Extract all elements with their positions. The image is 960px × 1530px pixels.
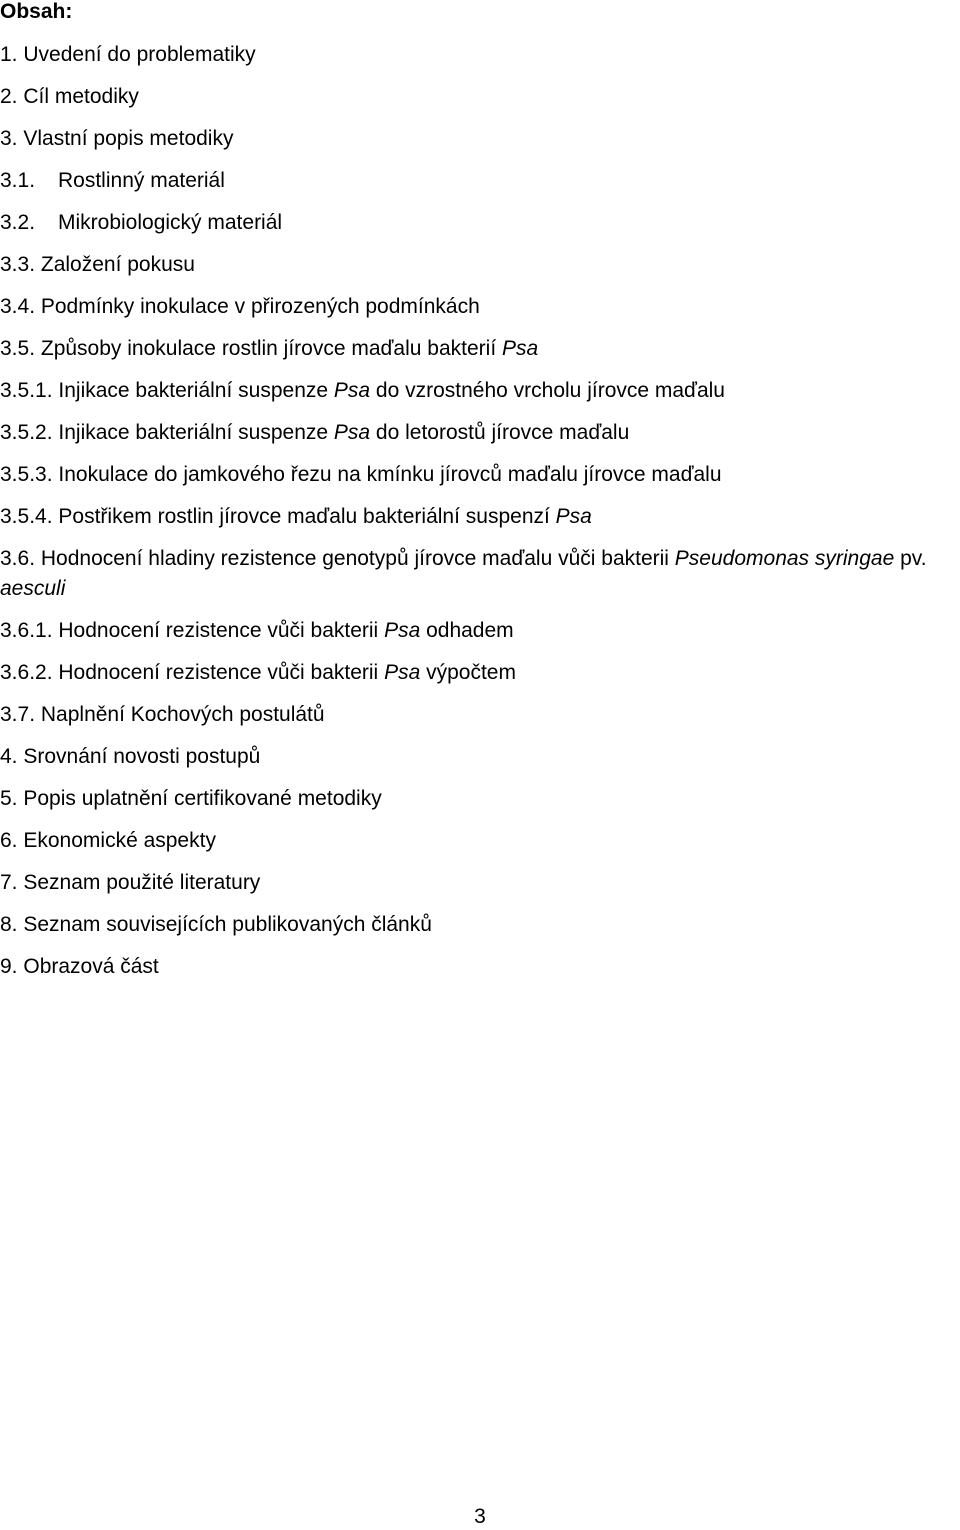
toc-item-italic: Pseudomonas syringae	[674, 547, 895, 570]
toc-item-italic: Psa	[555, 505, 592, 528]
toc-item-text: Injikace bakteriální suspenze	[58, 421, 334, 444]
toc-item-text: Injikace bakteriální suspenze	[58, 379, 334, 402]
toc-item-number: 3.5.	[0, 337, 36, 360]
toc-item-number: 6.	[0, 829, 18, 852]
toc-item-2[interactable]	[0, 82, 960, 112]
toc-item-italic-second: aesculi	[0, 577, 66, 600]
toc-item-3-6-2[interactable]	[0, 658, 960, 688]
toc-item-text: Hodnocení hladiny rezistence genotypů jírovce maďalu vůči bakterii	[40, 547, 675, 570]
toc-item-number: 3.1.	[0, 169, 36, 192]
toc-item-7[interactable]	[0, 868, 960, 898]
toc-item-1[interactable]	[0, 40, 960, 70]
toc-item-6[interactable]	[0, 826, 960, 856]
toc-item-3-4[interactable]	[0, 292, 960, 322]
toc-item-number: 3.5.1.	[0, 379, 53, 402]
toc-item-number: 3.5.2.	[0, 421, 53, 444]
toc-item-8[interactable]	[0, 910, 960, 940]
toc-item-number: 3.7.	[0, 703, 36, 726]
page-number: 3	[474, 1505, 486, 1528]
toc-item-3-5-3[interactable]	[0, 460, 960, 490]
toc-item-text: Naplnění Kochových postulátů	[40, 703, 325, 726]
toc-item-number: 3.6.1.	[0, 619, 53, 642]
toc-item-3-5-2[interactable]	[0, 418, 960, 448]
toc-item-text-after: pv.	[894, 547, 927, 570]
toc-item-3-2[interactable]	[0, 208, 960, 238]
toc-item-text: Uvedení do problematiky	[23, 43, 256, 66]
toc-item-3-5-1[interactable]	[0, 376, 960, 406]
toc-item-text: Založení pokusu	[40, 253, 195, 276]
toc-item-number: 3.6.	[0, 547, 36, 570]
toc-item-3-5[interactable]	[0, 334, 960, 364]
toc-item-text: Rostlinný materiál	[58, 169, 225, 192]
toc-item-text: Srovnání novosti postupů	[23, 745, 261, 768]
toc-item-3-1[interactable]	[0, 166, 960, 196]
toc-item-text: Způsoby inokulace rostlin jírovce maďalu bakterií	[40, 337, 502, 360]
toc-item-number: 3.2.	[0, 211, 36, 234]
toc-item-3[interactable]	[0, 124, 960, 154]
toc-item-number: 3.4.	[0, 295, 36, 318]
toc-item-3-6[interactable]	[0, 544, 960, 604]
toc-item-text: Cíl metodiky	[23, 85, 139, 108]
toc-item-text: Podmínky inokulace v přirozených podmínkách	[40, 295, 480, 318]
toc-item-number: 3.	[0, 127, 18, 150]
toc-item-italic: Psa	[384, 661, 421, 684]
toc-heading: Obsah:	[0, 0, 73, 23]
toc-item-italic: Psa	[384, 619, 421, 642]
toc-item-text: Postřikem rostlin jírovce maďalu bakteriální suspenzí	[58, 505, 556, 528]
toc-item-number: 3.5.4.	[0, 505, 53, 528]
toc-item-text-after: do letorostů jírovce maďalu	[370, 421, 630, 444]
toc-item-text: Seznam souvisejících publikovaných článků	[23, 913, 432, 936]
toc-item-text: Obrazová část	[23, 955, 159, 978]
toc-item-text: Popis uplatnění certifikované metodiky	[23, 787, 382, 810]
toc-item-number: 3.6.2.	[0, 661, 53, 684]
toc-item-number: 2.	[0, 85, 18, 108]
toc-item-3-7[interactable]	[0, 700, 960, 730]
toc-item-number: 3.3.	[0, 253, 36, 276]
toc-item-text: Hodnocení rezistence vůči bakterii	[58, 619, 385, 642]
toc-item-number: 3.5.3.	[0, 463, 53, 486]
toc-item-number: 4.	[0, 745, 18, 768]
toc-item-italic: Psa	[333, 421, 371, 444]
toc-item-number: 9.	[0, 955, 18, 978]
toc-item-italic: Psa	[502, 337, 539, 360]
toc-item-text: Vlastní popis metodiky	[23, 127, 234, 150]
toc-item-5[interactable]	[0, 784, 960, 814]
toc-item-9[interactable]	[0, 952, 960, 982]
toc-item-text: Hodnocení rezistence vůči bakterii	[58, 661, 385, 684]
toc-item-text: Ekonomické aspekty	[23, 829, 216, 852]
toc-item-4[interactable]	[0, 742, 960, 772]
toc-item-text-after: výpočtem	[420, 661, 516, 684]
toc-item-text-after: do vzrostného vrcholu jírovce maďalu	[370, 379, 725, 402]
toc-item-number: 8.	[0, 913, 18, 936]
toc-item-text: Mikrobiologický materiál	[58, 211, 283, 234]
toc-item-number: 1.	[0, 43, 18, 66]
toc-item-3-5-4[interactable]	[0, 502, 960, 532]
toc-item-text: Seznam použité literatury	[23, 871, 261, 894]
toc-item-number: 7.	[0, 871, 18, 894]
toc-item-3-3[interactable]	[0, 250, 960, 280]
toc-item-italic: Psa	[333, 379, 371, 402]
toc-item-text: Inokulace do jamkového řezu na kmínku jírovců maďalu jírovce maďalu	[58, 463, 722, 486]
toc-item-text-after: odhadem	[420, 619, 514, 642]
toc-list	[0, 40, 960, 994]
toc-item-3-6-1[interactable]	[0, 616, 960, 646]
toc-item-number: 5.	[0, 787, 18, 810]
